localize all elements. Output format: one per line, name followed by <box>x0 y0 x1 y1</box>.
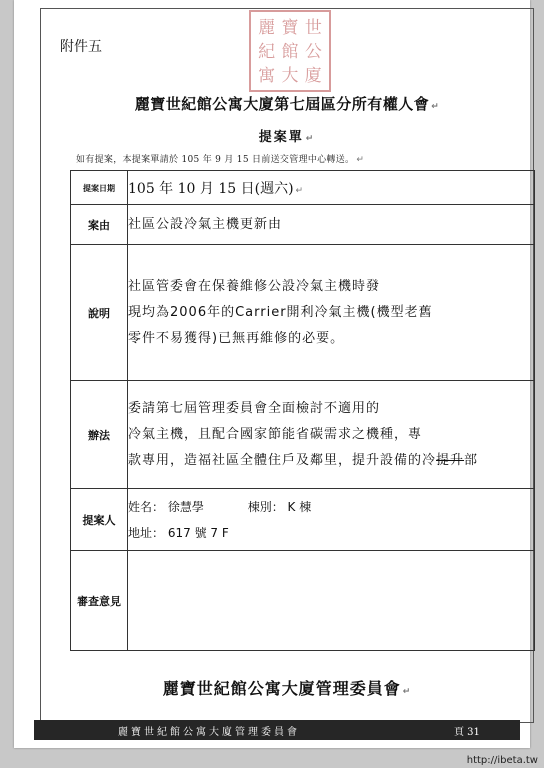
title-text: 麗寶世紀館公寓大廈第七屆區分所有權人會 <box>134 95 430 113</box>
seal-character: 館 <box>281 42 299 62</box>
instruction-note <box>76 152 364 165</box>
explain-field <box>128 245 535 381</box>
committee-seal-stamp <box>249 10 331 92</box>
seal-character: 紀 <box>258 42 276 62</box>
explain-line: 零件不易獲得)已無再維修的必要。 <box>128 330 345 346</box>
seal-character: 大 <box>281 66 299 86</box>
committee-name: 麗寶世紀館公寓大廈管理委員會 <box>162 679 401 698</box>
explain-label: 說明 <box>71 245 128 381</box>
site-watermark: http://ibeta.tw <box>466 755 538 766</box>
instruction-text: 如有提案，本提案單請於 105 年 9 月 15 日前送交管理中心轉送。 <box>76 155 355 165</box>
return-mark: ↵ <box>402 687 412 697</box>
subtitle-text: 提案單 <box>258 130 304 145</box>
seal-character: 麗 <box>258 18 276 38</box>
proposer-label: 提案人 <box>71 489 128 551</box>
proposer-address-line <box>128 520 534 546</box>
reason-row <box>71 205 535 245</box>
date-label: 提案日期 <box>71 171 128 205</box>
method-field <box>128 381 535 489</box>
address-label: 地址： <box>128 525 165 540</box>
committee-footer <box>54 676 520 699</box>
return-mark: ↵ <box>295 185 304 196</box>
proposal-form-table <box>70 170 535 651</box>
method-line: 委請第七屆管理委員會全面檢討不適用的 <box>128 400 381 416</box>
footer-bar-text: 麗寶世紀館公寓大廈管理委員會 <box>118 727 300 738</box>
method-margin-note: 部 <box>464 452 479 468</box>
method-line-text: 款專用，造福社區全體住戶及鄰里，提升設備的冷 <box>128 452 437 468</box>
reason-field <box>128 205 535 245</box>
return-mark: ↵ <box>431 102 440 112</box>
document-subtitle <box>54 126 520 145</box>
name-value: 徐慧學 <box>167 499 204 514</box>
proposer-row <box>71 489 535 551</box>
attachment-label: 附件五 <box>60 39 102 55</box>
review-row <box>71 551 535 651</box>
document-page <box>14 0 530 748</box>
reason-label: 案由 <box>71 205 128 245</box>
explain-line: 現均為2006年的Carrier開利冷氣主機(機型老舊 <box>128 304 433 320</box>
review-label: 審查意見 <box>71 551 128 651</box>
name-label: 姓名： <box>128 499 165 514</box>
building-label: 棟別： <box>247 499 284 514</box>
method-line <box>128 448 534 474</box>
seal-character: 廈 <box>304 66 322 86</box>
proposer-name-line <box>128 494 534 520</box>
date-value: 105 年 10 月 15 日(週六) <box>128 180 294 197</box>
return-mark: ↵ <box>305 134 316 144</box>
explain-row <box>71 245 535 381</box>
page-footer-bar <box>34 720 520 740</box>
seal-character: 公 <box>304 42 322 62</box>
method-line: 冷氣主機，且配合國家節能省碳需求之機種，專 <box>128 426 423 442</box>
proposer-field <box>128 489 535 551</box>
seal-character: 寶 <box>281 18 299 38</box>
date-row <box>71 171 535 205</box>
date-field <box>128 171 535 205</box>
building-value: K 棟 <box>287 499 312 514</box>
seal-character: 世 <box>304 18 322 38</box>
seal-character: 寓 <box>258 66 276 86</box>
return-mark: ↵ <box>356 155 365 165</box>
address-value: 617 號 7 F <box>167 525 229 540</box>
document-title <box>54 93 520 114</box>
method-label: 辦法 <box>71 381 128 489</box>
method-struck-text: 提升 <box>436 452 465 468</box>
explain-line: 社區管委會在保養維修公設冷氣主機時發 <box>128 278 381 294</box>
reason-value: 社區公設冷氣主機更新由 <box>128 216 283 232</box>
review-field <box>128 551 535 651</box>
page-number: 頁 31 <box>454 727 480 738</box>
method-row <box>71 381 535 489</box>
seal-text-grid <box>255 16 325 86</box>
